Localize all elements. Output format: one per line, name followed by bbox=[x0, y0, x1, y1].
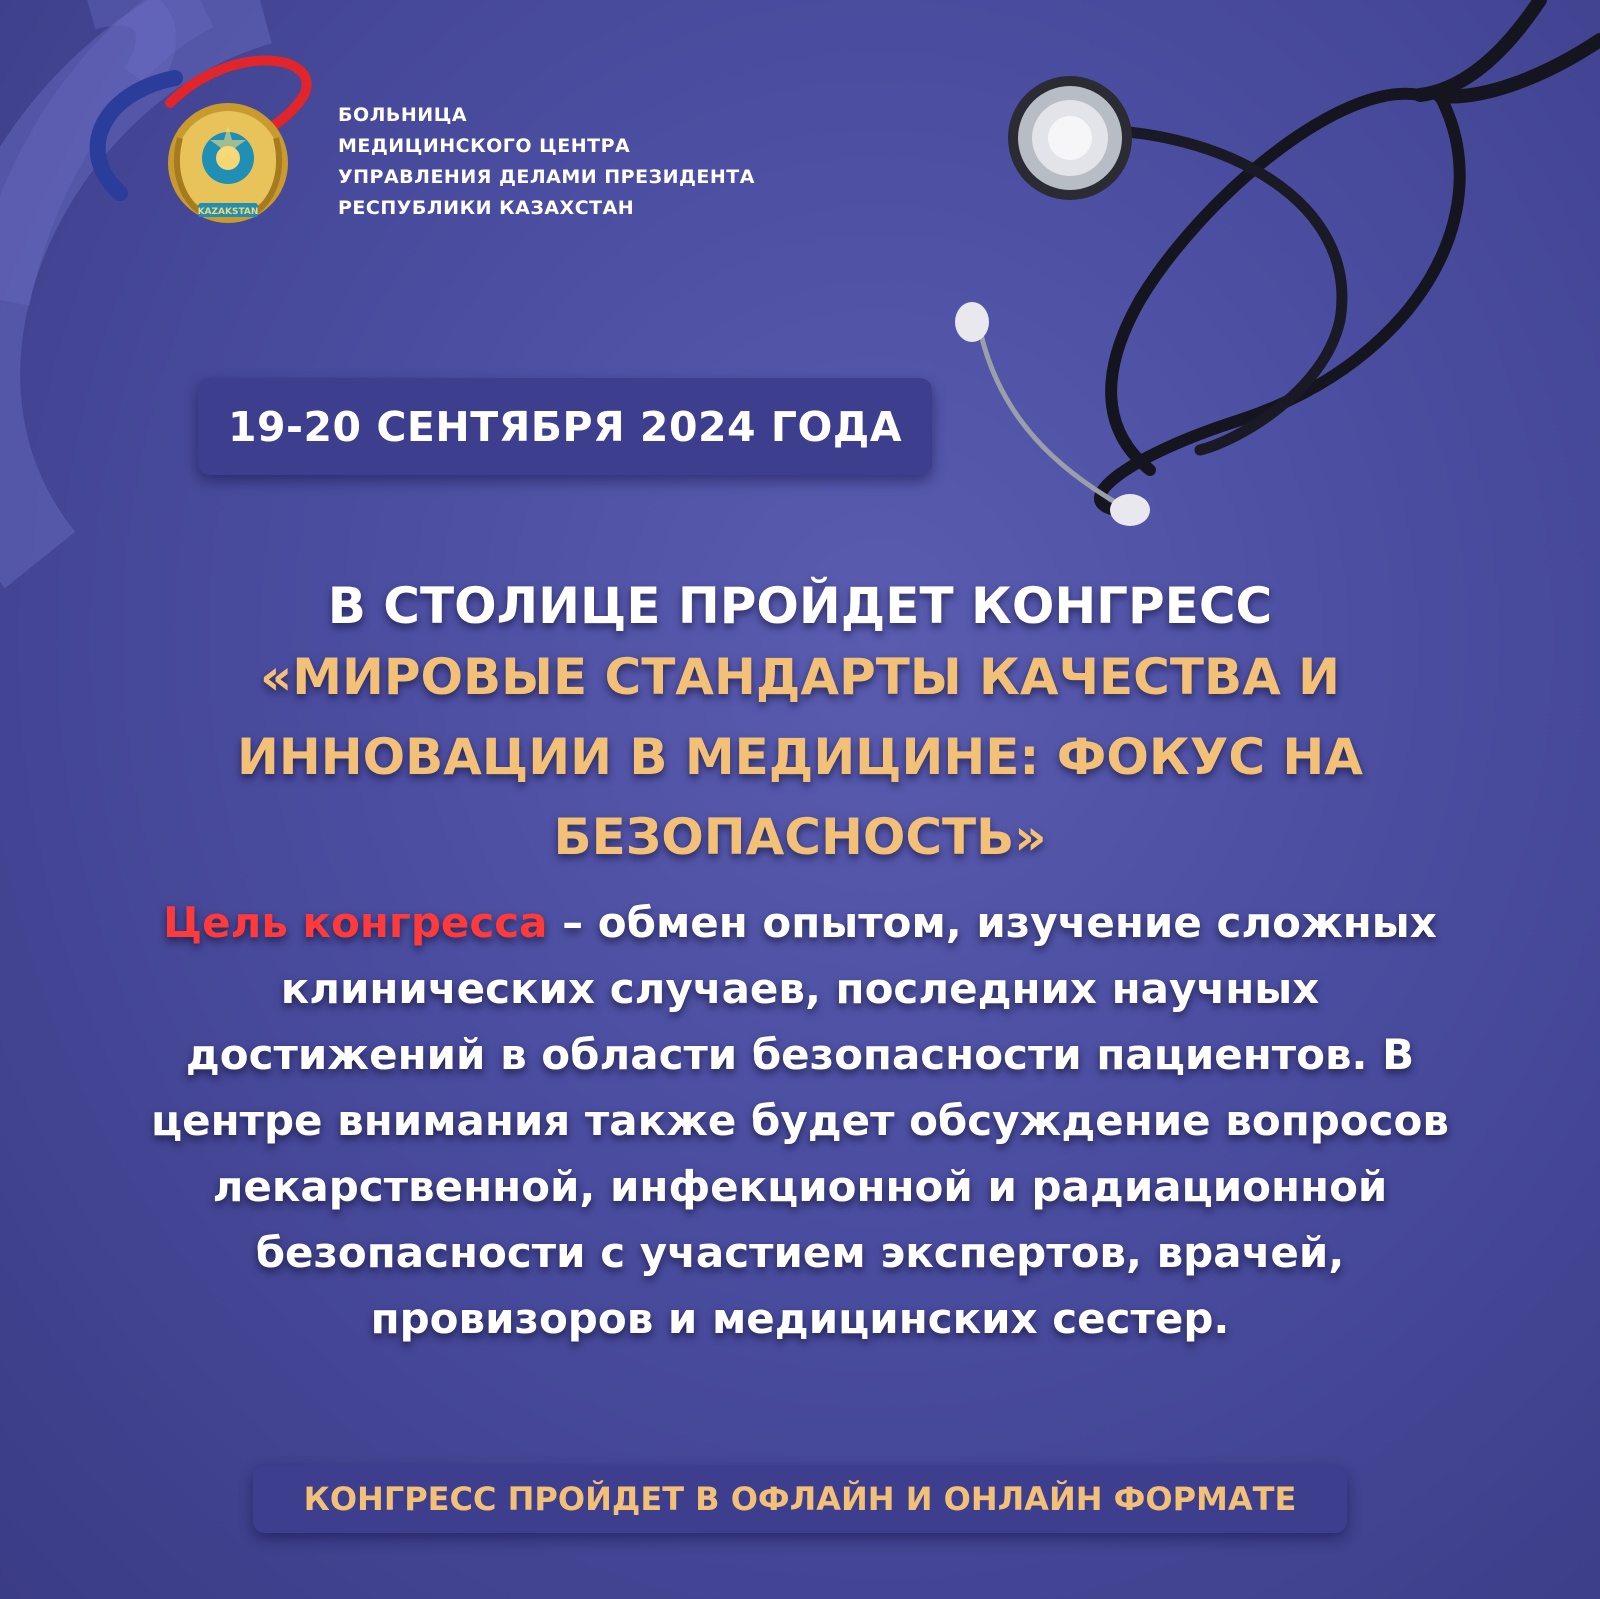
svg-text:KAZAKSTAN: KAZAKSTAN bbox=[197, 207, 259, 217]
headline-intro: В СТОЛИЦЕ ПРОЙДЕТ КОНГРЕСС bbox=[327, 577, 1273, 635]
format-note: КОНГРЕСС ПРОЙДЕТ В ОФЛАЙН И ОНЛАЙН ФОРМАТЕ bbox=[303, 1480, 1297, 1518]
event-date: 19-20 СЕНТЯБРЯ 2024 ГОДА bbox=[227, 402, 903, 451]
format-note-badge bbox=[253, 1465, 1347, 1533]
hospital-logo bbox=[80, 48, 320, 238]
organization-line: МЕДИЦИНСКОГО ЦЕНТРА bbox=[338, 135, 631, 157]
state-emblem-icon bbox=[168, 103, 288, 223]
organization-line: УПРАВЛЕНИЯ ДЕЛАМИ ПРЕЗИДЕНТА bbox=[338, 166, 755, 188]
congress-goal-paragraph bbox=[150, 890, 1450, 1352]
organization-line: БОЛЬНИЦА bbox=[338, 104, 468, 126]
congress-title-line: ИННОВАЦИИ В МЕДИЦИНЕ: ФОКУС НА bbox=[237, 728, 1363, 786]
goal-text: – обмен опытом, изучение сложных клинических случаев, последних научных достижений в области безопасности пациентов. В центре внимания также будет обсуждение вопросов лекарственной, инфекционной и радиационной безопасности с участием экспертов, врачей, провизоров и медицинских сестер. bbox=[151, 898, 1449, 1343]
congress-title-line: «МИРОВЫЕ СТАНДАРТЫ КАЧЕСТВА И bbox=[259, 648, 1341, 706]
goal-label: Цель конгресса bbox=[163, 898, 548, 947]
event-date-badge bbox=[198, 378, 932, 475]
organization-name bbox=[338, 100, 755, 224]
headline bbox=[120, 575, 1480, 877]
organization-line: РЕСПУБЛИКИ КАЗАХСТАН bbox=[338, 197, 635, 219]
stethoscope-icon bbox=[940, 0, 1600, 540]
congress-title-line: БЕЗОПАСНОСТЬ» bbox=[553, 808, 1047, 866]
